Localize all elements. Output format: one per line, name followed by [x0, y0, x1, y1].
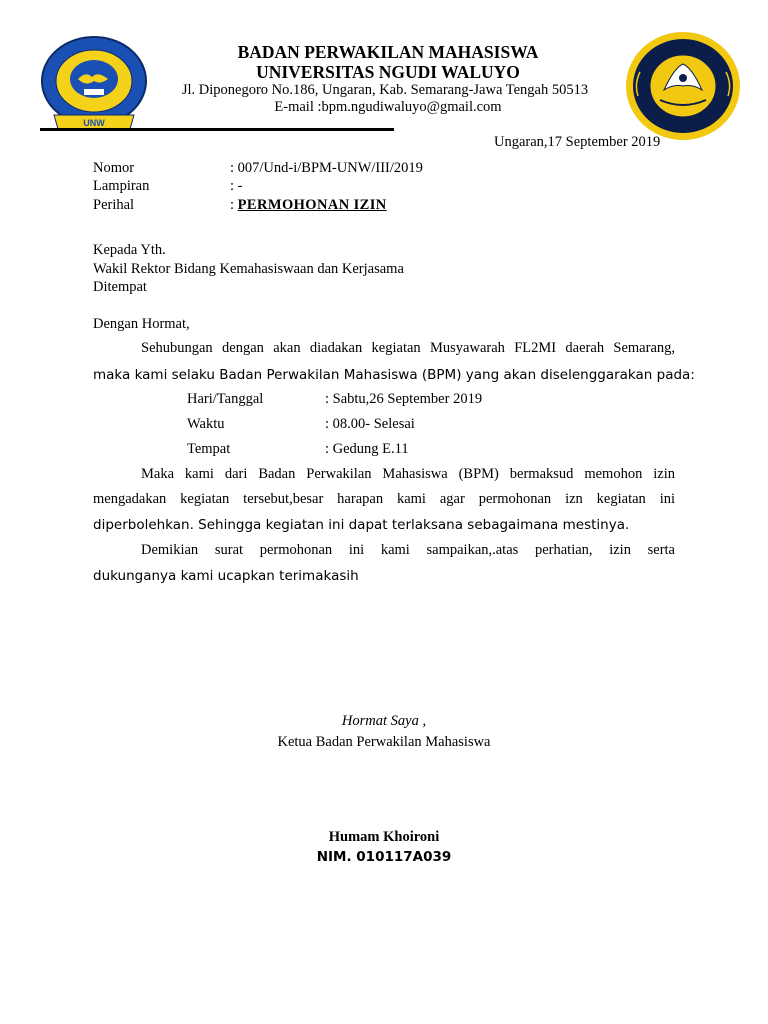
signatory-nim: NIM. 010117A039: [316, 849, 452, 865]
detail-value-date: : Sabtu,26 September 2019: [325, 391, 483, 407]
detail-value-place: : Gedung E.11: [325, 441, 409, 457]
header-rule: [40, 128, 394, 131]
detail-label-time: Waktu: [187, 416, 225, 432]
closing-salutation: Hormat Saya ,: [341, 713, 427, 729]
lampiran-value: : -: [230, 178, 243, 194]
org-email: E-mail :bpm.ngudiwaluyo@gmail.com: [274, 99, 502, 115]
paragraph2-line3: diperbolehkan. Sehingga kegiatan ini dapat terlaksana sebagaimana mestinya.: [93, 517, 630, 533]
letter-date: Ungaran,17 September 2019: [494, 134, 661, 150]
org-address: Jl. Diponegoro No.186, Ungaran, Kab. Semarang-Jawa Tengah 50513: [181, 82, 589, 98]
perihal-subject: PERMOHONAN IZIN: [237, 197, 387, 213]
lampiran-label: Lampiran: [93, 178, 150, 194]
unw-logo: [40, 35, 148, 135]
paragraph1-line1: Sehubungan dengan akan diadakan kegiatan Musyawarah FL2MI daerah Semarang,: [141, 340, 675, 356]
paragraph3-line1: Demikian surat permohonan ini kami sampaikan,.atas perhatian, izin serta: [141, 542, 675, 558]
detail-label-place: Tempat: [187, 441, 231, 457]
paragraph2-line2: mengadakan kegiatan tersebut,besar harapan kami agar permohonan izn kegiatan ini: [93, 491, 675, 507]
signatory-name: Humam Khoironi: [328, 829, 440, 845]
perihal-row: [230, 197, 387, 214]
org-name-line1: BADAN PERWAKILAN MAHASISWA: [237, 42, 539, 62]
detail-label-date: Hari/Tanggal: [187, 391, 264, 407]
greeting: Dengan Hormat,: [93, 316, 190, 332]
signatory-role: Ketua Badan Perwakilan Mahasiswa: [277, 734, 491, 750]
recipient-line3: Ditempat: [93, 279, 147, 295]
nomor-value: : 007/Und-i/BPM-UNW/III/2019: [230, 160, 423, 176]
paragraph2-line1: Maka kami dari Badan Perwakilan Mahasiswa (BPM) bermaksud memohon izin: [141, 466, 675, 482]
org-name-line2: UNIVERSITAS NGUDI WALUYO: [256, 62, 520, 82]
paragraph3-line2: dukunganya kami ucapkan terimakasih: [93, 568, 359, 584]
logo-left-banner-text: UNW: [83, 118, 105, 128]
nomor-label: Nomor: [93, 160, 135, 176]
perihal-label: Perihal: [93, 197, 135, 213]
recipient-line2: Wakil Rektor Bidang Kemahasiswaan dan Kerjasama: [93, 261, 404, 277]
bpm-logo: [624, 30, 742, 142]
recipient-line1: Kepada Yth.: [93, 242, 166, 258]
detail-value-time: : 08.00- Selesai: [325, 416, 415, 432]
paragraph1-line2: maka kami selaku Badan Perwakilan Mahasiswa (BPM) yang akan diselenggarakan pada:: [93, 367, 695, 383]
perihal-colon: :: [230, 197, 238, 213]
